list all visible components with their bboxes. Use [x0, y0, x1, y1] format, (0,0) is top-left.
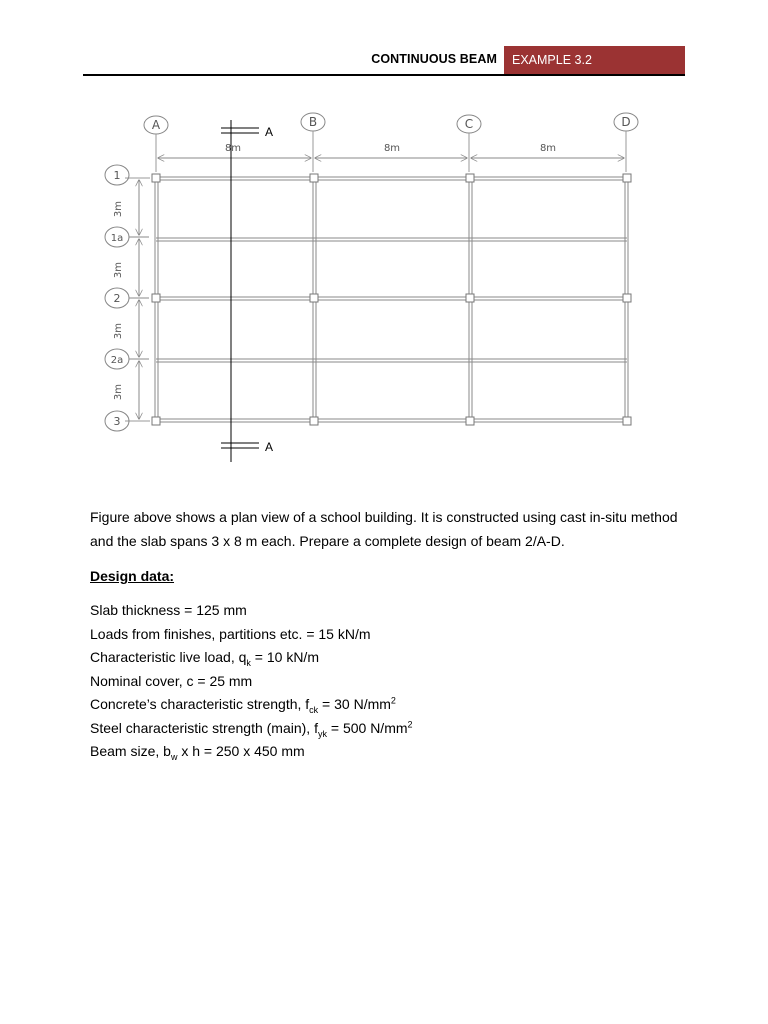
row-spacing-label-4: 3m: [113, 383, 124, 401]
concrete-strength-superscript: 2: [390, 695, 396, 706]
row-spacing-label-2: 3m: [113, 261, 124, 279]
concrete-strength-line: [90, 693, 413, 717]
steel-strength-value: = 500 N/mm: [326, 719, 408, 736]
grid-label-b: B: [308, 115, 318, 129]
span-label-cd: 8m: [539, 143, 557, 154]
column-grid-bubbles: [144, 113, 638, 134]
live-load-line: [90, 646, 413, 670]
row-dimension-line: [129, 180, 149, 419]
steel-strength-text: Steel characteristic strength (main), f: [90, 719, 318, 736]
grid-label-a: A: [151, 118, 161, 132]
beam-size-line: [90, 740, 413, 764]
concrete-strength-text: Concrete’s characteristic strength, f: [90, 696, 310, 712]
finishes-load-line: Loads from finishes, partitions etc. = 15 kN/m: [90, 625, 371, 642]
live-load-text: Characteristic live load, q: [90, 649, 247, 665]
live-load-subscript: k: [246, 657, 251, 668]
span-label-ab: 8m: [224, 143, 242, 154]
row-spacing-label-3: 3m: [113, 322, 124, 340]
beam-grid: [155, 177, 628, 422]
problem-statement: Figure above shows a plan view of a school building. It is constructed using cast in-situ method and the slab spans 3 x 8 m each. Prepare a complete design of beam 2/A-D.: [90, 509, 678, 549]
nominal-cover-line: Nominal cover, c = 25 mm: [90, 672, 253, 689]
steel-strength-superscript: 2: [407, 718, 413, 729]
concrete-strength-subscript: ck: [309, 704, 319, 715]
grid-label-1: 1: [113, 169, 121, 182]
design-data-list: [90, 599, 413, 764]
grid-label-c: C: [464, 117, 474, 131]
section-label-bottom: A: [265, 440, 274, 454]
plan-view-figure: [0, 0, 768, 480]
live-load-value: = 10 kN/m: [250, 649, 319, 665]
steel-strength-subscript: yk: [317, 728, 327, 739]
grid-label-1a: 1a: [110, 233, 124, 244]
grid-label-2a: 2a: [110, 355, 124, 366]
slab-thickness-line: Slab thickness = 125 mm: [90, 602, 247, 618]
header-title: CONTINUOUS BEAM: [371, 52, 497, 66]
beam-size-subscript: w: [170, 751, 178, 762]
beam-size-text: Beam size, b: [90, 743, 171, 759]
concrete-strength-value: = 30 N/mm: [318, 696, 391, 712]
example-tag: EXAMPLE 3.2: [504, 46, 685, 75]
row-spacing-label-1: 3m: [113, 200, 124, 218]
grid-extension-lines: [125, 131, 626, 421]
span-label-bc: 8m: [383, 143, 401, 154]
grid-label-2: 2: [113, 292, 121, 305]
steel-strength-line: [90, 717, 413, 741]
section-label-top: A: [265, 125, 274, 139]
beam-size-value: x h = 250 x 450 mm: [177, 743, 305, 759]
grid-label-3: 3: [113, 415, 121, 428]
section-line-a-a: [221, 120, 259, 462]
design-data-heading: Design data:: [90, 568, 175, 584]
grid-label-d: D: [621, 115, 631, 129]
